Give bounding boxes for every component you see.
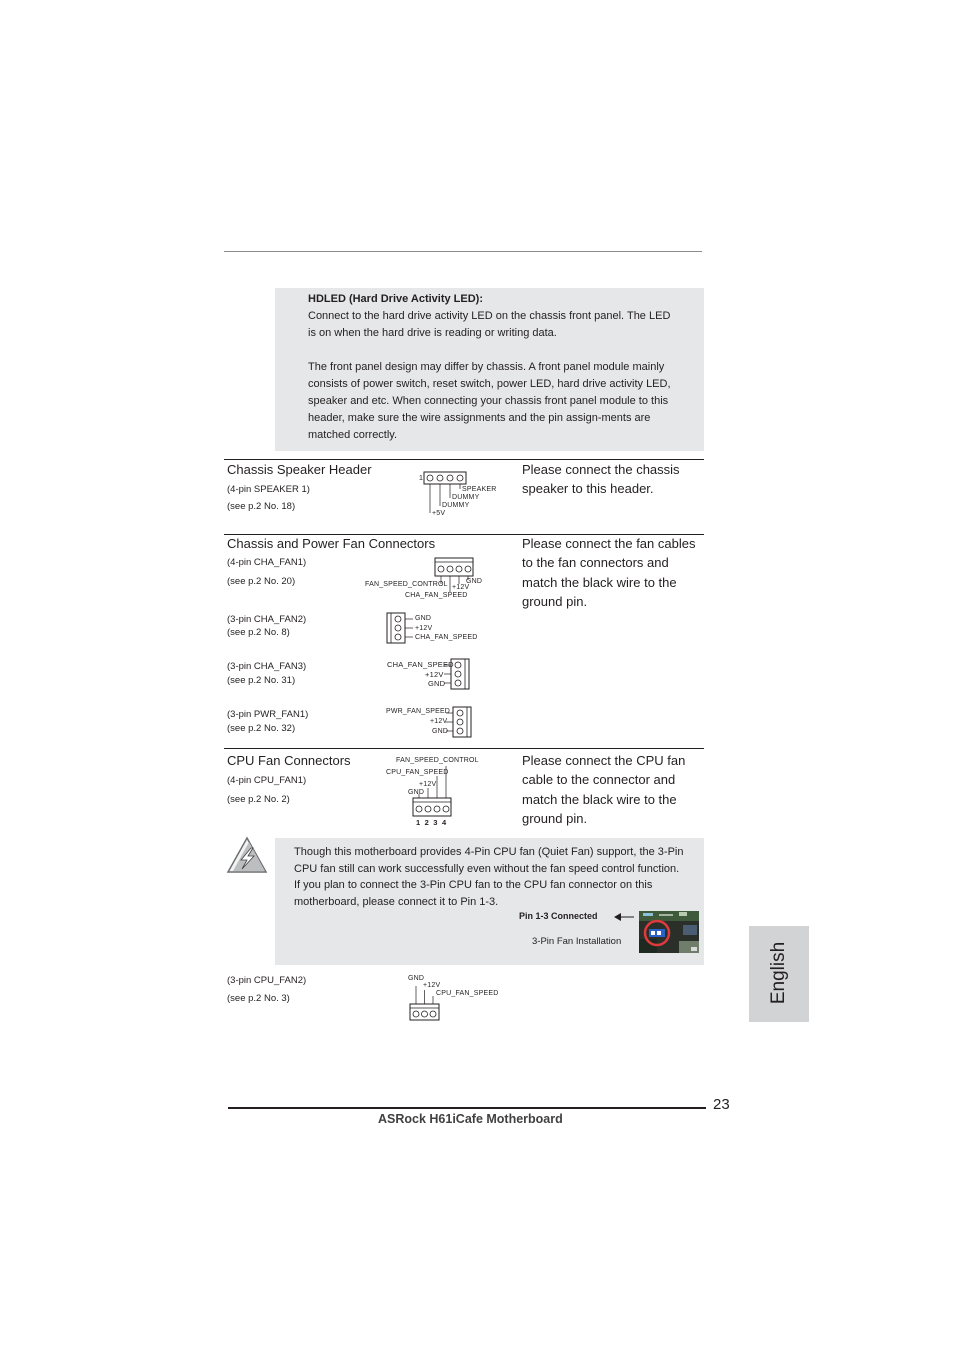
hdled-line: The front panel design may differ by chassis. A front panel module mainly (308, 361, 665, 373)
cpu-note-line: motherboard, please connect it to Pin 1-3. (294, 895, 499, 908)
warning-icon (226, 834, 268, 876)
speaker-label: SPEAKER (462, 486, 497, 493)
cha-fan3-pins: (3-pin CHA_FAN3) (227, 661, 307, 672)
cpu-fan1-pins: (4-pin CPU_FAN1) (227, 775, 307, 786)
cha-fan1-ctrl-label: FAN_SPEED_CONTROL (365, 581, 448, 588)
cha-fan3-gnd-label: GND (428, 679, 446, 688)
cpu-fans-title: CPU Fan Connectors (227, 753, 351, 768)
hdled-line: is on when the hard drive is reading or writing data. (308, 327, 557, 339)
cha-fan1-speed-label: CHA_FAN_SPEED (405, 592, 468, 599)
cha-fan3-speed-label: CHA_FAN_SPEED (387, 660, 454, 669)
cha-fan1-see: (see p.2 No. 20) (227, 576, 296, 587)
speaker-see: (see p.2 No. 18) (227, 501, 296, 512)
install-label: 3-Pin Fan Installation (532, 936, 622, 947)
cpu-fan2-speed-label: CPU_FAN_SPEED (436, 990, 499, 997)
speaker-5v-label: +5V (432, 510, 446, 517)
footer-rule (228, 1107, 706, 1109)
cpu-fan2-gnd-label: GND (408, 975, 425, 982)
hdled-line: Connect to the hard drive activity LED on the chassis front panel. The LED (308, 310, 671, 322)
chassis-fans-desc-line: to the fan connectors and (522, 555, 669, 571)
pwr-fan1-gnd-label: GND (432, 728, 449, 735)
speaker-desc-line: Please connect the chassis (522, 462, 680, 477)
cpu-fan2-12v-label: +12V (423, 982, 441, 989)
page-number: 23 (713, 1096, 730, 1113)
cpu-fans-desc-line: Please connect the CPU fan (522, 753, 686, 768)
cpu-fan1-ctrl-label: FAN_SPEED_CONTROL (396, 757, 479, 764)
speaker-dummy-label: DUMMY (442, 502, 470, 509)
cpu-fans-desc-line: cable to the connector and (522, 772, 676, 788)
cha-fan1-gnd-label: GND (466, 578, 483, 585)
cha-fan2-pins: (3-pin CHA_FAN2) (227, 614, 307, 625)
cha-fan1-pins: (4-pin CHA_FAN1) (227, 557, 307, 568)
pwr-fan1-diagram (446, 706, 474, 738)
chassis-fans-title: Chassis and Power Fan Connectors (227, 536, 436, 551)
chassis-fans-desc-line: ground pin. (522, 593, 588, 609)
hdled-line: matched correctly. (308, 429, 398, 441)
cpu-fan1-12v-label: +12V (419, 781, 437, 788)
chassis-fans-desc-line: match the black wire to the (522, 574, 677, 590)
hdled-line: speaker and etc. When connecting your chassis front panel module to this (308, 395, 669, 407)
cha-fan2-speed-label: CHA_FAN_SPEED (415, 634, 478, 641)
section-rule (224, 748, 704, 749)
cpu-note-line: Though this motherboard provides 4-Pin CPU fan (Quiet Fan) support, the 3-Pin (294, 846, 684, 858)
pwr-fan1-see: (see p.2 No. 32) (227, 723, 296, 734)
hdled-text (308, 291, 698, 444)
chassis-fans-desc (522, 534, 695, 611)
speaker-title: Chassis Speaker Header (227, 462, 372, 477)
speaker-pins: (4-pin SPEAKER 1) (227, 484, 310, 495)
cha-fan1-12v-label: +12V (452, 584, 470, 591)
cha-fan2-gnd-label: GND (415, 615, 432, 622)
top-rule (224, 251, 702, 252)
fan-photo (639, 911, 699, 953)
cha-fan3-12v-label: +12V (425, 670, 444, 679)
cpu-fans-desc-line: ground pin. (522, 810, 588, 826)
speaker-desc (522, 460, 680, 499)
footer-model: ASRock H61iCafe Motherboard (378, 1112, 563, 1126)
pwr-fan1-pins: (3-pin PWR_FAN1) (227, 709, 309, 720)
hdled-line: header, make sure the wire assignments and the pin assign-ments are (308, 412, 651, 424)
cpu-fans-desc-line: match the black wire to the (522, 791, 677, 807)
cpu-note-line: CPU fan still can work successfully even without the fan speed control function. (294, 862, 680, 875)
cpu-fan1-gnd-label: GND (408, 789, 425, 796)
chassis-fans-desc-line: Please connect the fan cables (522, 536, 696, 551)
cpu-fan1-pin-numbers: 1 2 3 4 (416, 818, 448, 827)
hdled-line: consists of power switch, reset switch, power LED, hard drive activity LED, (308, 378, 671, 390)
cha-fan3-see: (see p.2 No. 31) (227, 675, 296, 686)
language-tab-label: English (768, 941, 789, 1005)
cpu-fan1-speed-label: CPU_FAN_SPEED (386, 769, 449, 776)
speaker-desc-line: speaker to this header. (522, 481, 654, 497)
pwr-fan1-speed-label: PWR_FAN_SPEED (386, 708, 451, 715)
pwr-fan1-12v-label: +12V (430, 718, 448, 725)
cpu-note-text (294, 844, 699, 910)
arrow-left-icon (612, 911, 636, 923)
cpu-fans-desc (522, 751, 685, 828)
cpu-fan2-see: (see p.2 No. 3) (227, 993, 290, 1004)
cha-fan2-see: (see p.2 No. 8) (227, 627, 290, 638)
language-tab (749, 926, 809, 1022)
speaker-dummy-label: DUMMY (452, 494, 480, 501)
pin13-label: Pin 1-3 Connected (519, 911, 598, 921)
cpu-note-line: If you plan to connect the 3-Pin CPU fan to the CPU fan connector on this (294, 879, 653, 891)
cpu-fan1-see: (see p.2 No. 2) (227, 794, 290, 805)
hdled-title: HDLED (Hard Drive Activity LED): (308, 293, 484, 305)
cha-fan2-12v-label: +12V (415, 625, 433, 632)
speaker-pin1-label: 1 (419, 475, 424, 482)
cpu-fan2-pins: (3-pin CPU_FAN2) (227, 975, 307, 986)
cha-fan2-diagram (385, 612, 415, 644)
